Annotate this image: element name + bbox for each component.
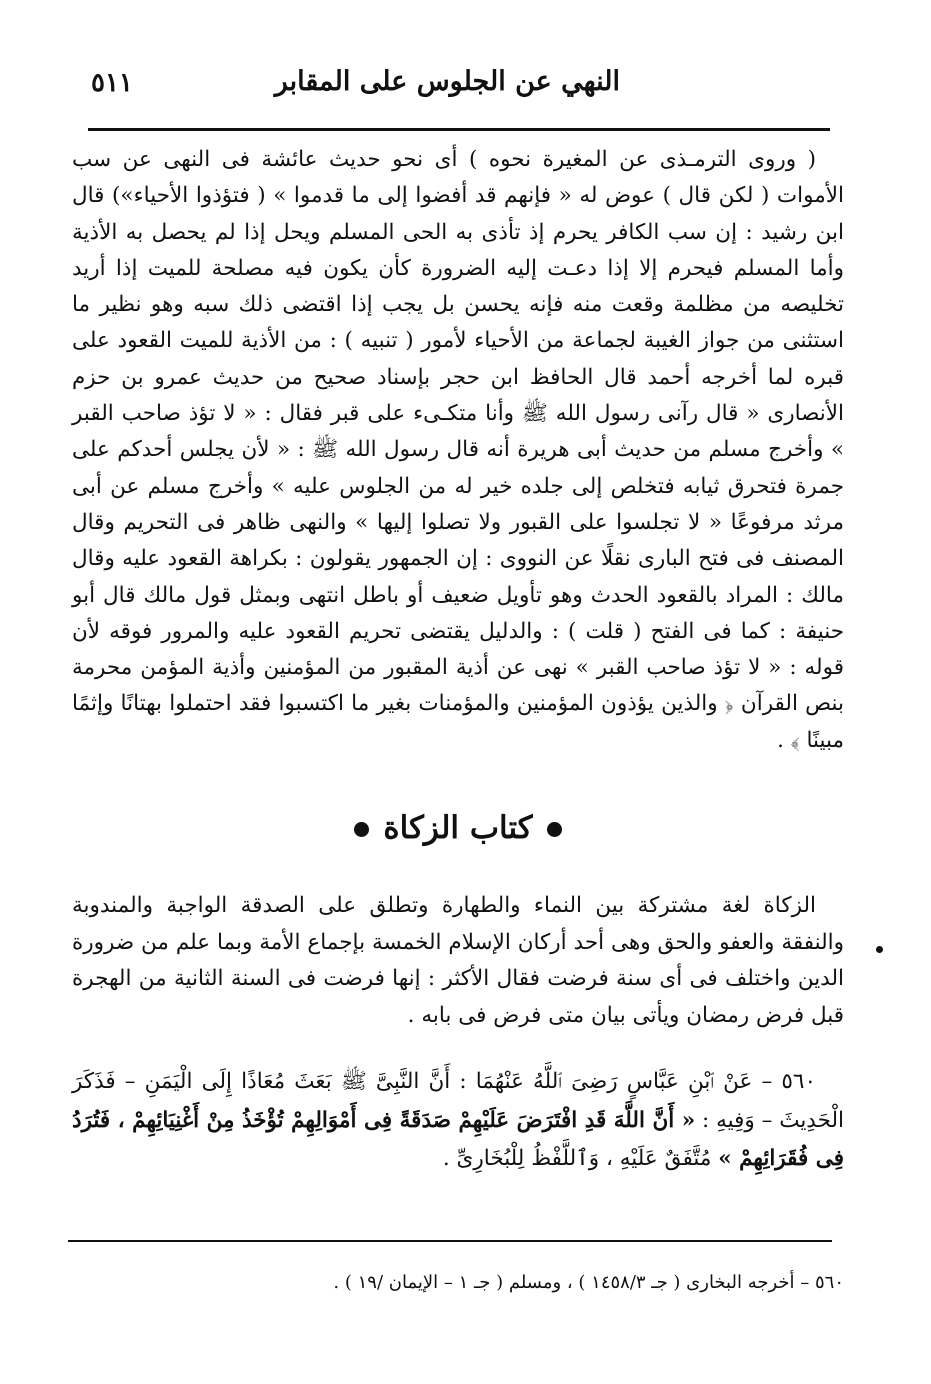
chapter-intro <box>72 888 844 1034</box>
header-rule <box>88 128 830 131</box>
commentary-paragraph: ( وروى الترمـذى عن المغيرة نحوه ) أى نحو حديث عائشة فى النهى عن سب الأموات ( لكن قال ) عوض له « فإنهم قد أفضوا إلى ما قدموا » ( فتؤذوا الأحياء») قال ابن رشيد : إن سب الكافر يحرم إذ تأذى به الحى المسلم ويحل إذا لم يحصل به الأذية وأما المسلم فيحرم إلا إذا دعـت إليه الضرورة كأن يكون فيه مصلحة للميت إذا أريد تخليصه من مظلمة وقعت منه فإنه يحسن بل يجب إذا اقتضى ذلك سبه وهو نظير ما استثنى من جواز الغيبة لجماعة من الأحياء لأمور ( تنبيه ) : من الأذية للميت القعود على قبره لما أخرجه أحمد قال الحافظ ابن حجر بإسناد صحيح من حديث عمرو بن حزم الأنصارى « قال رآنى رسول الله ﷺ وأنا متكـىء على قبر فقال : « لا تؤذ صاحب القبر » وأخرج مسلم من حديث أبى هريرة أنه قال رسول الله ﷺ : « لأن يجلس أحدكم على جمرة فتحرق ثيابه فتخلص إلى جلده خير له من الجلوس عليه » وأخرج مسلم عن أبى مرثد مرفوعًا « لا تجلسوا على القبور ولا تصلوا إليها » والنهى ظاهر فى التحريم وقال المصنف فى فتح البارى نقلًا عن النووى : إن الجمهور يقولون : بكراهة القعود عليه وقال مالك : المراد بالقعود الحدث وهو تأويل ضعيف أو باطل انتهى وبمثل قول مالك قال أبو حنيفة : كما فى الفتح ( قلت ) : والدليل يقتضى تحريم القعود عليه والمرور فوقه لأن قوله : « لا تؤذ صاحب القبر » نهى عن أذية المقبور من المؤمنين وأذية المؤمن محرمة بنص القرآن ﴿ والذين يؤذون المؤمنين والمؤمنات بغير ما اكتسبوا فقد احتملوا بهتانًا وإثمًا مبينًا ﴾ . <box>72 147 844 753</box>
commentary-text <box>72 142 844 759</box>
page-header <box>85 62 830 122</box>
footnote: ٥٦٠ – أخرجه البخارى ( جـ ١٤٥٨/٣ ) ، ومسلم ( جـ ١ – الإيمان /١٩ ) . <box>333 1272 844 1293</box>
hadith-quote: « أَنَّ اللَّهَ قَدِ افْتَرَضَ عَلَيْهِمْ صَدَقَةً فِى أَمْوَالِهِمْ تُؤْخَذُ مِنْ أَغْنِيَائِهِمْ ، فَتُرَدُ فِى فُقَرَائِهِمْ » <box>72 1107 844 1171</box>
hadith-attribution: مُتَّفَقٌ عَلَيْهِ ، وَٱللَّفْظُ لِلْبُخَارِىِّ . <box>442 1146 712 1171</box>
bullet-icon <box>547 822 562 837</box>
page-number: ٥١١ <box>91 68 133 98</box>
hadith-block <box>72 1063 844 1179</box>
chapter-intro-paragraph: الزكاة لغة مشتركة بين النماء والطهارة وتطلق على الصدقة الواجبة والمندوبة والنفقة والعفو والحق وهى أحد أركان الإسلام الخمسة بإجماع الأمة وبما علم من ضرورة الدين واختلف فى أى سنة فرضت فقال الأكثر : إنها فرضت فى السنة الثانية من الهجرة قبل فرض رمضان ويأتى بيان متى فرض فى بابه . <box>72 893 844 1028</box>
footnote-rule <box>68 1240 832 1242</box>
hadith-lead: ٥٦٠ – عَنْ ٱبْنِ عَبَّاسٍ رَضِىَ ٱللَّهُ عَنْهُمَا : أَنَّ النَّبِىَّ ﷺ بَعَثَ مُعَاذًا إِلَى الْيَمَنِ – فَذَكَرَ الْحَدِيثَ – وَفِيهِ : <box>72 1069 844 1133</box>
hadith-paragraph <box>72 1063 844 1179</box>
chapter-title: كتاب الزكاة <box>383 810 533 846</box>
chapter-heading <box>72 810 844 846</box>
margin-dot <box>876 946 883 953</box>
running-title: النهي عن الجلوس على المقابر <box>274 66 620 97</box>
bullet-icon <box>354 822 369 837</box>
